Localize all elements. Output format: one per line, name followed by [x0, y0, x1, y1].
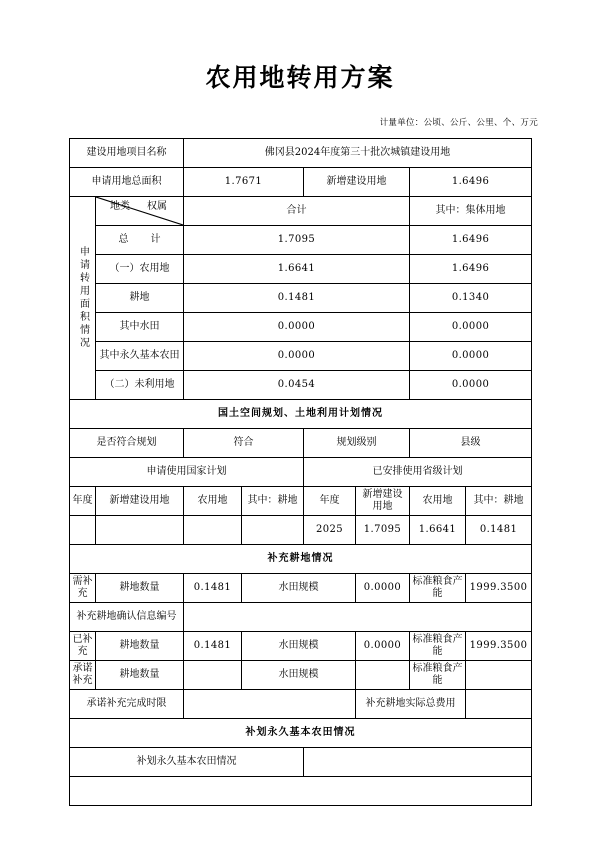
conformity-label: 是否符合规划 — [70, 429, 184, 458]
need-supplement-label: 需补充 — [70, 574, 96, 603]
new-construction-value: 1.6496 — [410, 168, 532, 197]
measurement-unit-note: 计量单位：公顷、公斤、公里、个、万元 — [379, 118, 538, 128]
provincial-cultivated-value: 0.1481 — [466, 516, 532, 545]
need-capacity-value: 1999.3500 — [466, 574, 532, 603]
provincial-col-year: 年度 — [304, 487, 356, 516]
need-capacity-label: 标准粮食产能 — [410, 574, 466, 603]
promise-capacity-label: 标准粮食产能 — [410, 661, 466, 690]
table-row-area-cultivated — [70, 284, 532, 313]
table-row-area-total — [70, 226, 532, 255]
table-row-area-basic-farmland — [70, 342, 532, 371]
table-row-planning-section-title — [70, 400, 532, 429]
promise-qty-label: 耕地数量 — [96, 661, 184, 690]
table-row-confirm-number — [70, 603, 532, 632]
need-qty-value: 0.1481 — [184, 574, 242, 603]
done-capacity-label: 标准粮食产能 — [410, 632, 466, 661]
provincial-new-construction-value: 1.7095 — [356, 516, 410, 545]
area-row-collective-value: 1.6496 — [410, 255, 532, 284]
area-row-collective-value: 1.6496 — [410, 226, 532, 255]
provincial-col-agricultural: 农用地 — [410, 487, 466, 516]
actual-cost-label: 补充耕地实际总费用 — [356, 690, 466, 719]
national-col-cultivated: 其中：耕地 — [242, 487, 304, 516]
conversion-area-side-label-text: 申请转用面积情况 — [77, 246, 89, 350]
project-name-value: 佛冈县2024年度第三十批次城镇建设用地 — [184, 139, 532, 168]
national-col-new-construction: 新增建设用地 — [96, 487, 184, 516]
conversion-area-side-label — [70, 197, 96, 400]
confirm-number-value — [184, 603, 532, 632]
promise-qty-value — [184, 661, 242, 690]
supplement-section-title: 补充耕地情况 — [70, 545, 532, 574]
done-qty-value: 0.1481 — [184, 632, 242, 661]
need-paddy-value: 0.0000 — [356, 574, 410, 603]
column-header-total: 合计 — [184, 197, 410, 226]
new-construction-label: 新增建设用地 — [304, 168, 410, 197]
national-new-construction-value — [96, 516, 184, 545]
actual-cost-value — [466, 690, 532, 719]
promise-paddy-label: 水田规模 — [242, 661, 356, 690]
area-row-total-value: 0.0000 — [184, 313, 410, 342]
promise-supplement-label: 承诺补充 — [70, 661, 96, 690]
planning-level-value: 县级 — [410, 429, 532, 458]
land-type-label: 地类 — [110, 201, 130, 212]
table-row-notes — [70, 777, 532, 806]
total-area-label: 申请用地总面积 — [70, 168, 184, 197]
provincial-plan-header: 已安排使用省级计划 — [304, 458, 532, 487]
total-area-value: 1.7671 — [184, 168, 304, 197]
area-row-collective-value: 0.0000 — [410, 342, 532, 371]
replan-row-label: 补划永久基本农田情况 — [70, 748, 304, 777]
area-row-label: 其中水田 — [96, 313, 184, 342]
deadline-label: 承诺补充完成时限 — [70, 690, 184, 719]
need-qty-label: 耕地数量 — [96, 574, 184, 603]
table-row-area-paddy — [70, 313, 532, 342]
table-row-plan-values — [70, 516, 532, 545]
area-row-total-value: 1.6641 — [184, 255, 410, 284]
area-row-label: （一）农用地 — [96, 255, 184, 284]
national-plan-header: 申请使用国家计划 — [70, 458, 304, 487]
area-row-collective-value: 0.0000 — [410, 313, 532, 342]
need-paddy-label: 水田规模 — [242, 574, 356, 603]
conformity-value: 符合 — [184, 429, 304, 458]
ownership-label: 权属 — [147, 201, 167, 212]
page-title: 农用地转用方案 — [205, 63, 395, 92]
form-table-wrapper — [69, 138, 531, 806]
area-row-label: （二）未利用地 — [96, 371, 184, 400]
area-row-collective-value: 0.1340 — [410, 284, 532, 313]
table-row-supplement-section-title — [70, 545, 532, 574]
deadline-value — [184, 690, 356, 719]
area-row-total-value: 0.0454 — [184, 371, 410, 400]
area-row-label: 其中永久基本农田 — [96, 342, 184, 371]
table-row-replan-detail — [70, 748, 532, 777]
table-row-supplement-done — [70, 632, 532, 661]
promise-capacity-value — [466, 661, 532, 690]
done-supplement-label: 已补充 — [70, 632, 96, 661]
national-col-year: 年度 — [70, 487, 96, 516]
area-row-total-value: 0.0000 — [184, 342, 410, 371]
land-type-ownership-diagonal-header — [96, 197, 184, 226]
area-row-total-value: 1.7095 — [184, 226, 410, 255]
done-paddy-label: 水田规模 — [242, 632, 356, 661]
table-row-plan-column-headers — [70, 487, 532, 516]
promise-paddy-value — [356, 661, 410, 690]
table-row-supplement-need — [70, 574, 532, 603]
land-conversion-form-table — [69, 138, 532, 806]
provincial-year-value: 2025 — [304, 516, 356, 545]
table-row-replan-section-title — [70, 719, 532, 748]
done-capacity-value: 1999.3500 — [466, 632, 532, 661]
notes-area — [70, 777, 532, 806]
national-col-agricultural: 农用地 — [184, 487, 242, 516]
table-row-deadline-cost — [70, 690, 532, 719]
area-row-collective-value: 0.0000 — [410, 371, 532, 400]
national-year-value — [70, 516, 96, 545]
provincial-col-new-construction: 新增建设用地 — [356, 487, 410, 516]
area-row-total-value: 0.1481 — [184, 284, 410, 313]
provincial-col-cultivated: 其中：耕地 — [466, 487, 532, 516]
replan-row-value — [304, 748, 532, 777]
provincial-agricultural-value: 1.6641 — [410, 516, 466, 545]
table-row-plan-group-headers — [70, 458, 532, 487]
column-header-collective: 其中：集体用地 — [410, 197, 532, 226]
area-row-label: 耕地 — [96, 284, 184, 313]
planning-level-label: 规划级别 — [304, 429, 410, 458]
table-row-supplement-promise — [70, 661, 532, 690]
done-qty-label: 耕地数量 — [96, 632, 184, 661]
planning-section-title: 国土空间规划、土地利用计划情况 — [70, 400, 532, 429]
table-row-total-area — [70, 168, 532, 197]
table-row-area-unused — [70, 371, 532, 400]
national-agricultural-value — [184, 516, 242, 545]
project-name-label: 建设用地项目名称 — [70, 139, 184, 168]
table-row-area-agricultural — [70, 255, 532, 284]
area-row-label: 总 计 — [96, 226, 184, 255]
done-paddy-value: 0.0000 — [356, 632, 410, 661]
replan-section-title: 补划永久基本农田情况 — [70, 719, 532, 748]
confirm-number-label: 补充耕地确认信息编号 — [70, 603, 184, 632]
national-cultivated-value — [242, 516, 304, 545]
table-row-planning-conformity — [70, 429, 532, 458]
table-row-project-name — [70, 139, 532, 168]
table-row-area-header — [70, 197, 532, 226]
